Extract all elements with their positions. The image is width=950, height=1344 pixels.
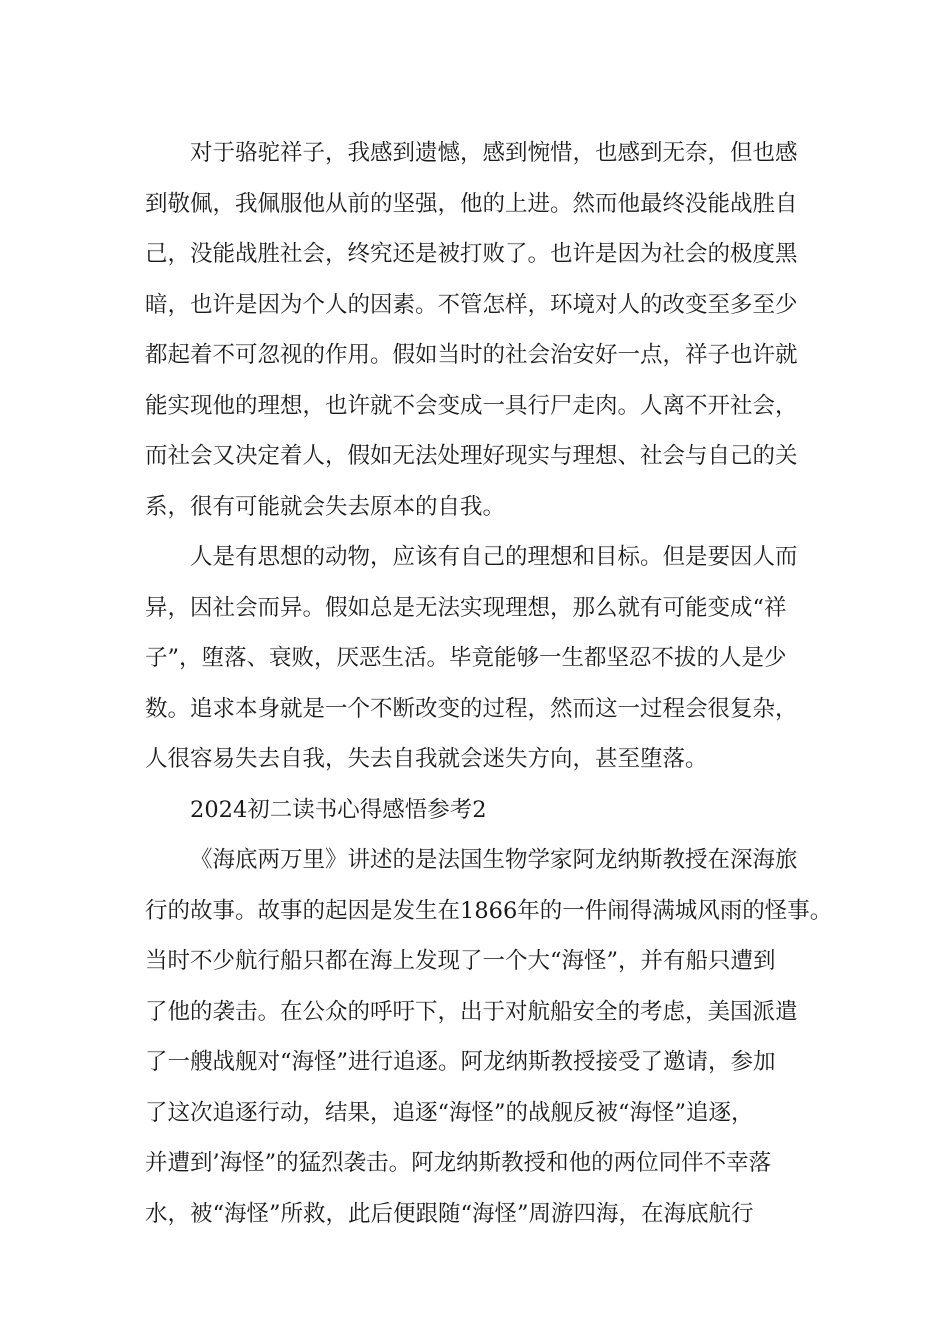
paragraph-ideals [145, 532, 810, 785]
text-line: 到敬佩，我佩服他从前的坚强，他的上进。然而他最终没能战胜自 [145, 190, 798, 217]
text-line: 了这次追逐行动，结果，追逐“海怪”的战舰反被“海怪”追逐， [145, 1099, 754, 1126]
text-line: 异，因社会而异。假如总是无法实现理想，那么就有可能变成“祥 [145, 594, 787, 621]
text-line: 当时不少航行船只都在海上发现了一个大“海怪”，并有船只遭到 [145, 948, 776, 974]
text-line: 对于骆驼祥子，我感到遗憾，感到惋惜，也感到无奈，但也感 [190, 140, 798, 166]
text-line: 子”，堕落、衰败，厌恶生活。毕竟能够一生都坚忍不拔的人是少 [145, 645, 787, 671]
text-line: 都起着不可忽视的作用。假如当时的社会治安好一点，祥子也许就 [145, 342, 798, 368]
text-line: 能实现他的理想，也许就不会变成一具行尸走肉。人离不开社会， [145, 392, 798, 419]
paragraph-twenty-thousand-leagues [145, 835, 833, 1239]
text-line: 并遭到’海怪”的猛烈袭击。阿龙纳斯教授和他的两位同伴不幸落 [145, 1150, 772, 1176]
text-line: 数。追求本身就是一个不断改变的过程，然而这一过程会很复杂， [145, 695, 798, 722]
text-line: 人很容易失去自我，失去自我就会迷失方向，甚至堕落。 [145, 746, 708, 772]
text-line: 了一艘战舰对“海怪”进行追逐。阿龙纳斯教授接受了邀请，参加 [145, 1049, 776, 1075]
text-line: 系，很有可能就会失去原本的自我。 [145, 493, 506, 520]
document-body [145, 128, 833, 1239]
text-line: 行的故事。故事的起因是发生在1866年的一件闹得满城风雨的怪事。 [145, 897, 833, 924]
section-heading [145, 785, 810, 836]
text-line: 水，被“海怪”所救，此后便跟随“海怪”周游四海，在海底航行 [145, 1200, 754, 1227]
text-line: 《海底两万里》讲述的是法国生物学家阿龙纳斯教授在深海旅 [190, 847, 798, 873]
text-line: 了他的袭击。在公众的呼吁下，出于对航船安全的考虑，美国派遣 [145, 998, 798, 1025]
text-line: 人是有思想的动物，应该有自己的理想和目标。但是要因人而 [190, 544, 798, 570]
text-line: 而社会又决定着人，假如无法处理好现实与理想、社会与自己的关 [145, 443, 798, 469]
text-line: 己，没能战胜社会，终究还是被打败了。也许是因为社会的极度黑 [145, 241, 798, 267]
paragraph-xiangzi-reflection [145, 128, 810, 532]
heading-line: 2024初二读书心得感悟参考2 [190, 796, 487, 823]
text-line: 暗，也许是因为个人的因素。不管怎样，环境对人的改变至多至少 [145, 291, 798, 318]
